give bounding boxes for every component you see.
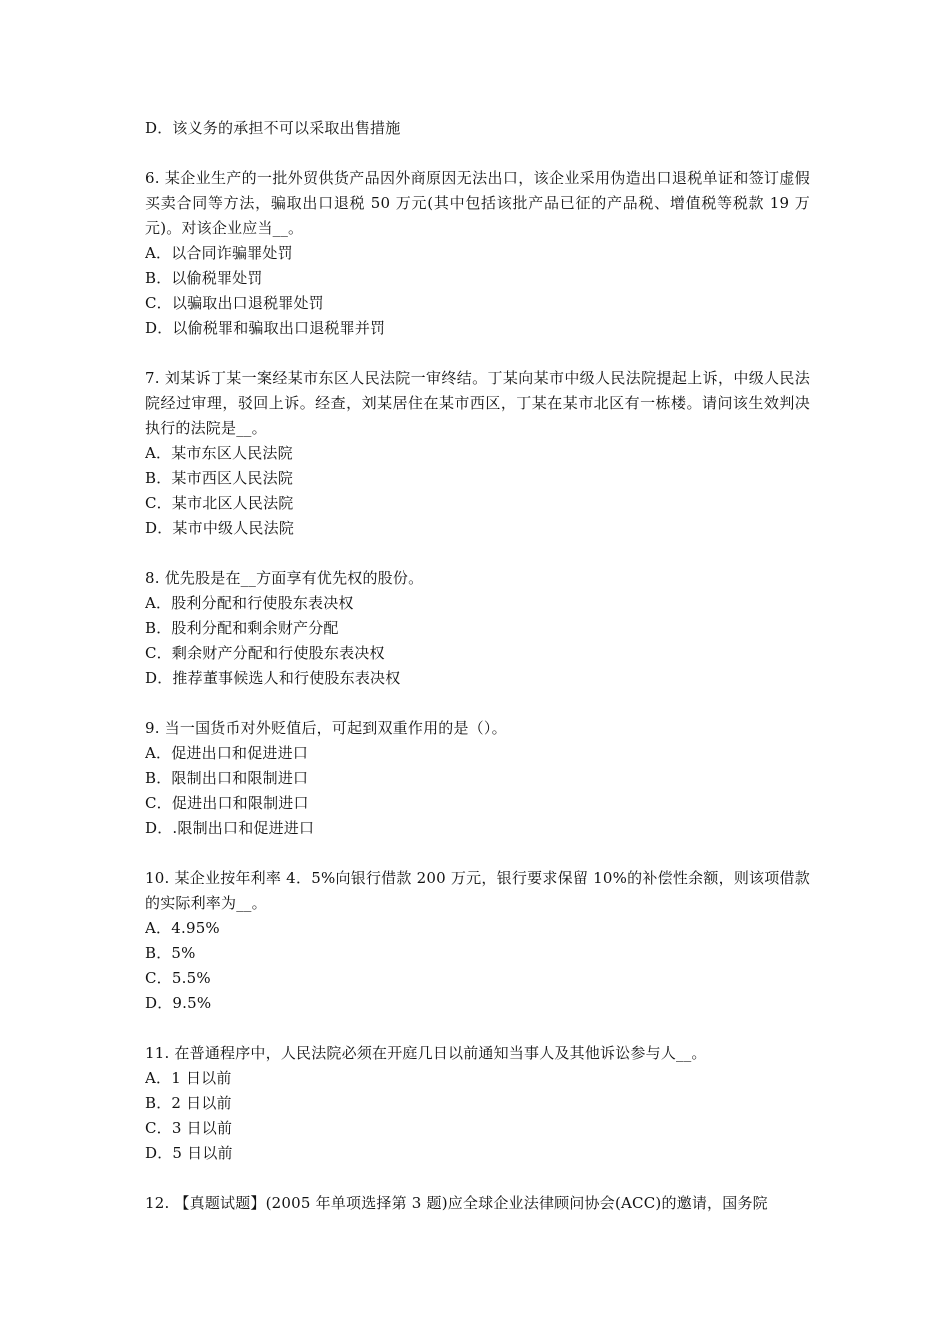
question-8	[145, 566, 810, 691]
option-a: A．以合同诈骗罪处罚	[145, 244, 293, 262]
question-10	[145, 866, 810, 1016]
option-b: B．5%	[145, 944, 196, 962]
question-12-text: 12. 【真题试题】(2005 年单项选择第 3 题)应全球企业法律顾问协会(ACC)的邀请，国务院	[145, 1194, 768, 1212]
option-d: D．9.5%	[145, 994, 212, 1012]
option-b: B．以偷税罪处罚	[145, 269, 263, 287]
option-c: C．促进出口和限制进口	[145, 794, 309, 812]
option-c: C．剩余财产分配和行使股东表决权	[145, 644, 385, 662]
question-text: 11. 在普通程序中，人民法院必须在开庭几日以前通知当事人及其他诉讼参与人__。	[145, 1044, 707, 1062]
option-b: B．某市西区人民法院	[145, 469, 294, 487]
option-a: A．某市东区人民法院	[145, 444, 293, 462]
option-b: B．2 日以前	[145, 1094, 232, 1112]
option-a: A．4.95%	[145, 919, 220, 937]
option-c: C．以骗取出口退税罪处罚	[145, 294, 324, 312]
question-9	[145, 716, 810, 841]
question-6	[145, 166, 810, 341]
option-c: C．5.5%	[145, 969, 211, 987]
option-d: D．.限制出口和促进进口	[145, 819, 315, 837]
option-a: A．股利分配和行使股东表决权	[145, 594, 354, 612]
option-d: D．5 日以前	[145, 1144, 233, 1162]
question-7	[145, 366, 810, 541]
question-text: 6. 某企业生产的一批外贸供货产品因外商原因无法出口，该企业采用伪造出口退税单证和签订虚假买卖合同等方法，骗取出口退税 50 万元(其中包括该批产品已征的产品税、增值税等税款 19 万元)。对该企业应当__。	[145, 169, 810, 237]
option-c: C．3 日以前	[145, 1119, 233, 1137]
document-page	[145, 116, 810, 1216]
question-text: 9. 当一国货币对外贬值后，可起到双重作用的是（）。	[145, 719, 507, 737]
leading-option: D．该义务的承担不可以采取出售措施	[145, 119, 401, 137]
question-text: 10. 某企业按年利率 4．5%向银行借款 200 万元，银行要求保留 10%的补偿性余额，则该项借款的实际利率为__。	[145, 869, 810, 912]
option-b: B．股利分配和剩余财产分配	[145, 619, 339, 637]
option-a: A．促进出口和促进进口	[145, 744, 309, 762]
question-text: 7. 刘某诉丁某一案经某市东区人民法院一审终结。丁某向某市中级人民法院提起上诉，中级人民法院经过审理，驳回上诉。经查，刘某居住在某市西区，丁某在某市北区有一栋楼。请问该生效判决执行的法院是__。	[145, 369, 810, 437]
option-d: D．推荐董事候选人和行使股东表决权	[145, 669, 401, 687]
question-text: 8. 优先股是在__方面享有优先权的股份。	[145, 569, 424, 587]
option-b: B．限制出口和限制进口	[145, 769, 309, 787]
option-d: D．以偷税罪和骗取出口退税罪并罚	[145, 319, 386, 337]
option-a: A．1 日以前	[145, 1069, 232, 1087]
question-11	[145, 1041, 810, 1166]
option-c: C．某市北区人民法院	[145, 494, 294, 512]
option-d: D．某市中级人民法院	[145, 519, 295, 537]
